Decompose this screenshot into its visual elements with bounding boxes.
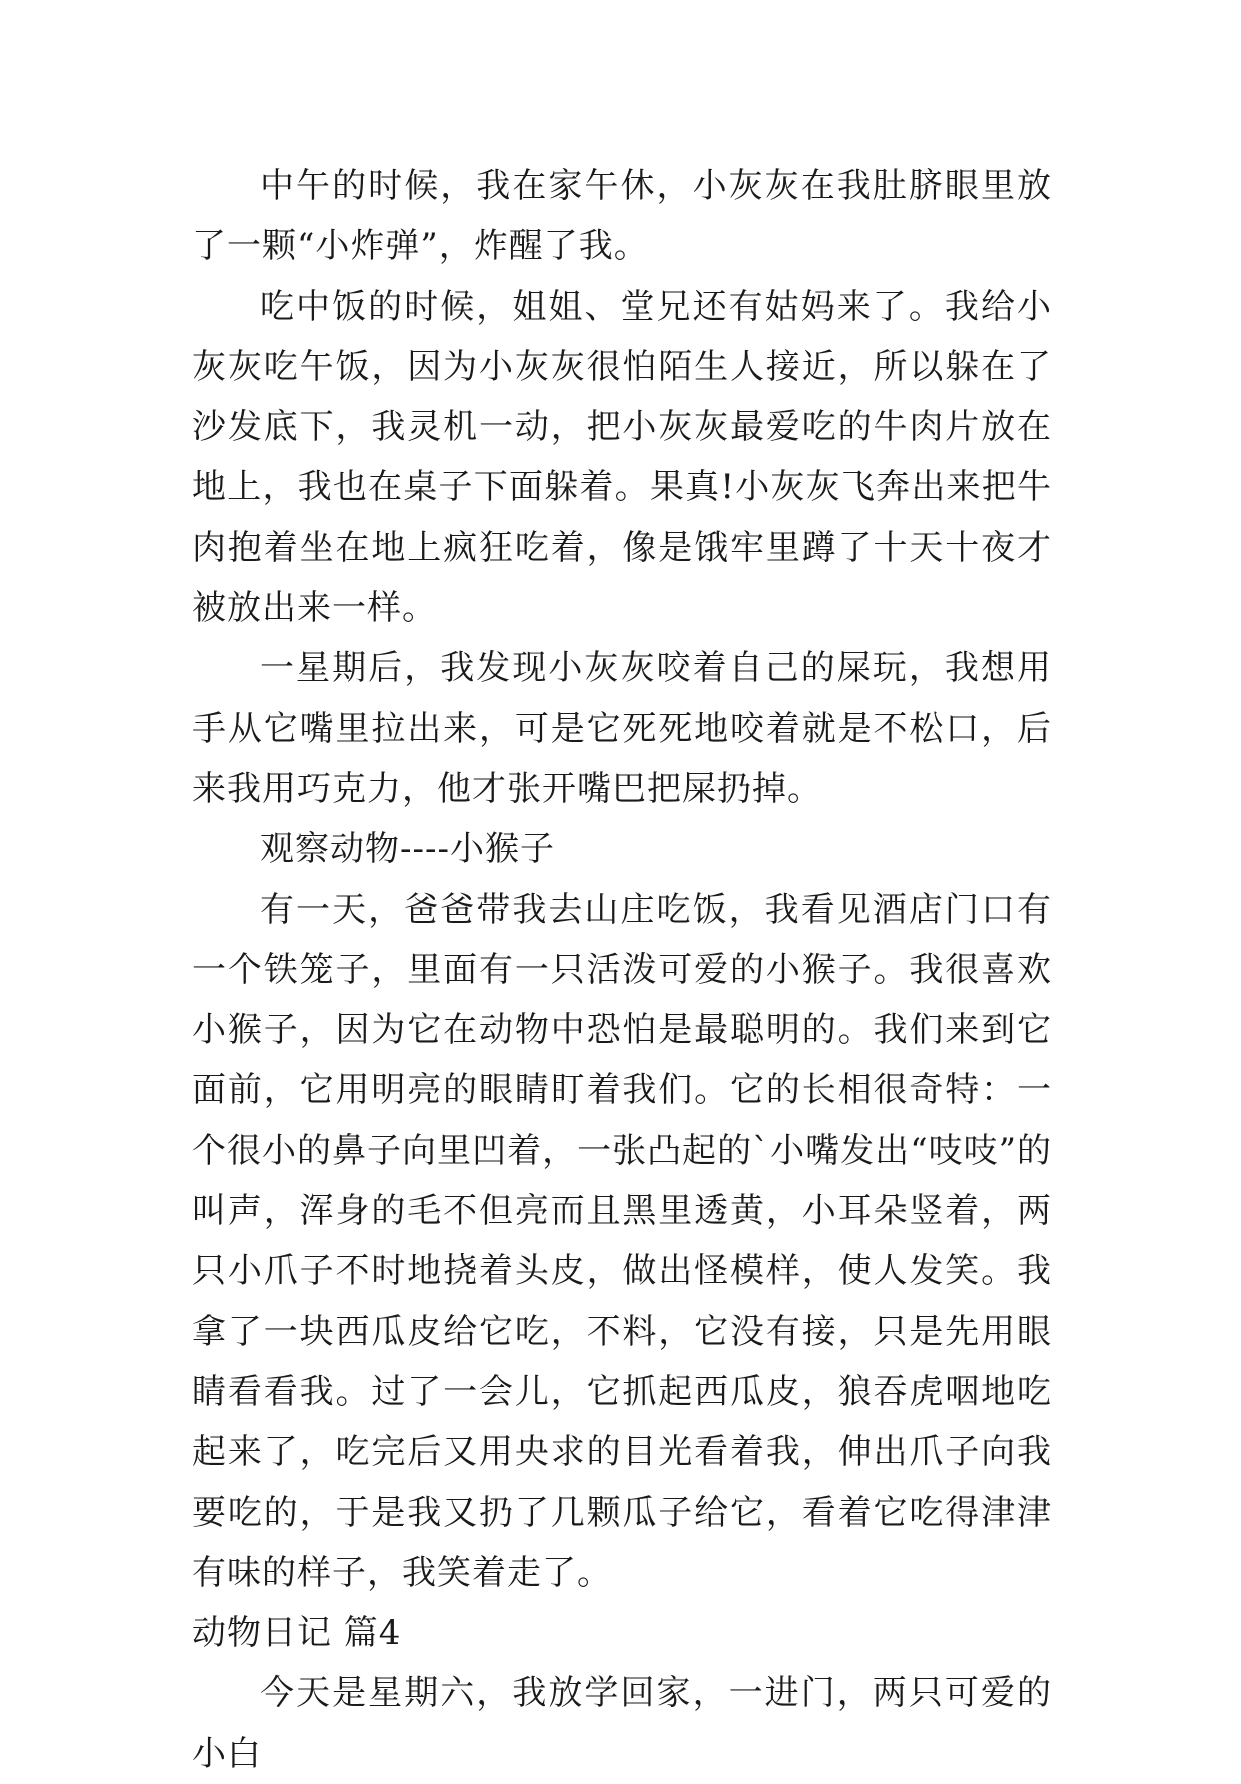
paragraph-lunch: 吃中饭的时候，姐姐、堂兄还有姑妈来了。我给小灰灰吃午饭，因为小灰灰很怕陌生人接近，所以躲在了沙发底下，我灵机一动，把小灰灰最爱吃的牛肉片放在地上，我也在桌子下面躲着。果真!小灰灰飞奔出来把牛肉抱着坐在地上疯狂吃着，像是饿牢里蹲了十天十夜才被放出来一样。 bbox=[192, 286, 1052, 629]
paragraph-monkey: 有一天，爸爸带我去山庄吃饭，我看见酒店门口有一个铁笼子，里面有一只活泼可爱的小猴子。我很喜欢小猴子，因为它在动物中恐怕是最聪明的。我们来到它面前，它用明亮的眼睛盯着我们。它的长相很奇特：一个很小的鼻子向里凹着，一张凸起的`小嘴发出“吱吱”的叫声，浑身的毛不但亮而且黑里透黄，小耳朵竖着，两只小爪子不时地挠着头皮，做出怪模样，使人发笑。我拿了一块西瓜皮给它吃，不料，它没有接，只是先用眼睛看看我。过了一会儿，它抓起西瓜皮，狼吞虎咽地吃起来了，吃完后又用央求的目光看着我，伸出爪子向我要吃的，于是我又扔了几颗瓜子给它，看着它吃得津津有味的样子，我笑着走了。 bbox=[192, 889, 1052, 1593]
document-body bbox=[192, 156, 1052, 1784]
paragraph-saturday: 今天是星期六，我放学回家，一进门，两只可爱的小白 bbox=[192, 1673, 1052, 1774]
paragraph-week-later: 一星期后，我发现小灰灰咬着自己的屎玩，我想用手从它嘴里拉出来，可是它死死地咬着就是不松口，后来我用巧克力，他才张开嘴巴把屎扔掉。 bbox=[192, 648, 1052, 809]
paragraph-noon-nap: 中午的时候，我在家午休，小灰灰在我肚脐眼里放了一颗“小炸弹”，炸醒了我。 bbox=[192, 166, 1052, 267]
section-title-monkey: 观察动物----小猴子 bbox=[260, 829, 555, 870]
article-heading: 动物日记 篇4 bbox=[192, 1613, 402, 1654]
